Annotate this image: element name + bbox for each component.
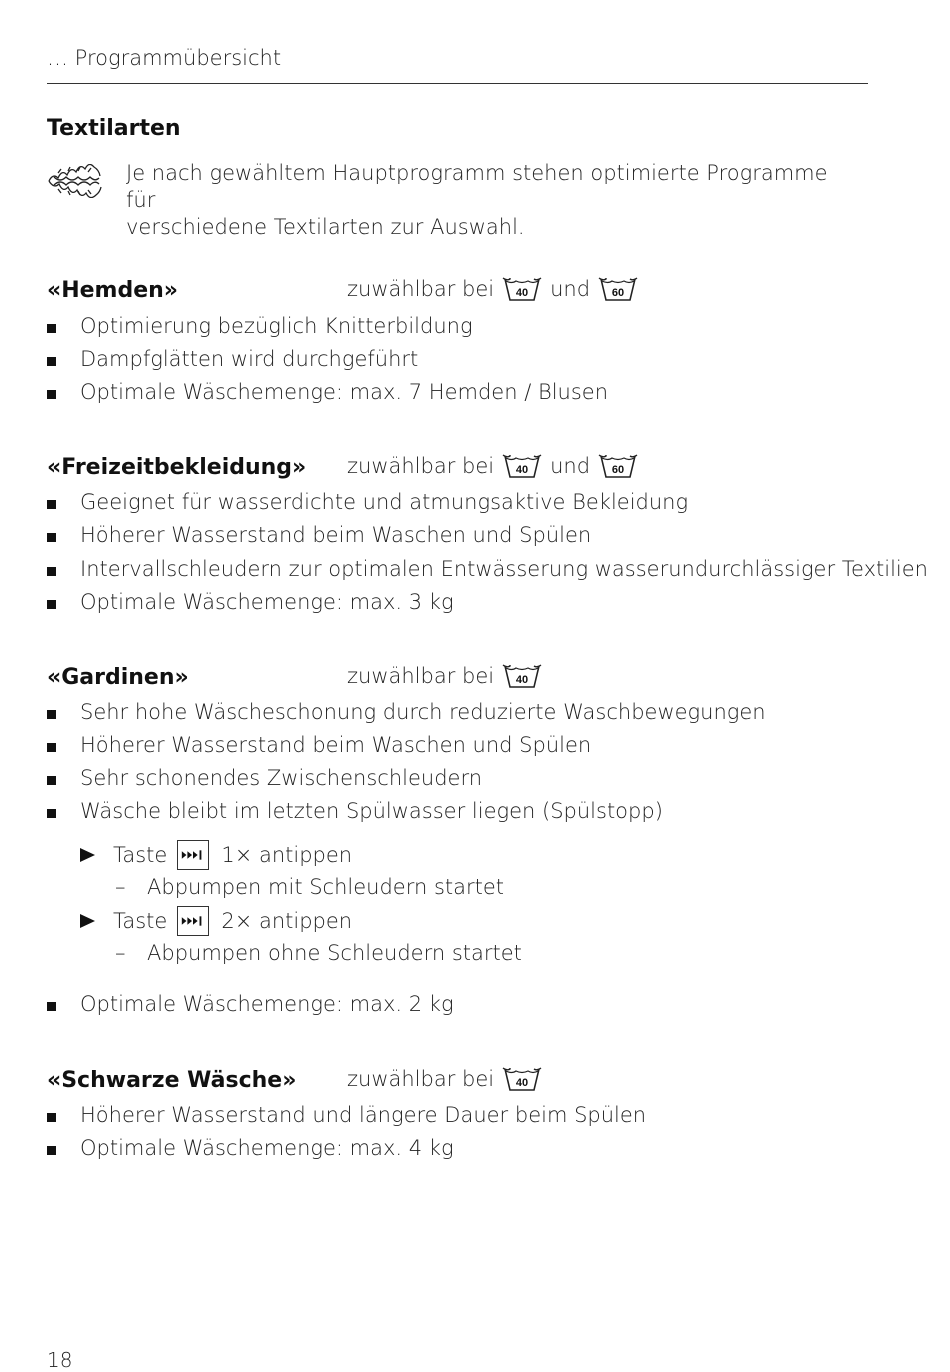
instruction-step [80,840,352,870]
availability-label: zuwählbar bei [347,454,495,478]
step-action: 2× antippen [221,909,353,933]
temp-label: 40 [516,674,529,686]
page-number: 18 [47,1348,73,1372]
temp-label: 40 [516,1077,529,1089]
page-header: … Programmübersicht [47,46,282,70]
temp-label: 60 [611,464,625,476]
intro-line: verschiedene Textilarten zur Auswahl. [126,215,525,239]
temp-label: 40 [516,464,529,476]
header-rule [47,83,868,84]
availability-freizeitbekleidung [347,453,646,479]
bullet-square [47,533,56,542]
wash-temp-40-icon [502,276,542,302]
skip-forward-key-icon [177,840,209,870]
program-title-gardinen: «Gardinen» [47,665,189,690]
bullet-square [47,500,56,509]
bullet-square [47,1002,56,1011]
bullet-square [47,390,56,399]
bullet-square [47,600,56,609]
availability-label: zuwählbar bei [347,664,495,688]
step-result: – Abpumpen mit Schleudern startet [115,875,505,899]
program-title-freizeitbekleidung: «Freizeitbekleidung» [47,455,307,480]
bullet-square [47,743,56,752]
availability-hemden [347,276,646,302]
temp-label: 40 [516,287,529,299]
textile-icon [46,164,104,198]
intro-text [126,160,846,241]
step-result: – Abpumpen ohne Schleudern startet [115,941,522,965]
bullet-square [47,710,56,719]
step-label: Taste [113,843,168,867]
wash-temp-40-icon [502,1066,542,1092]
availability-schwarze-waesche [347,1066,550,1092]
program-title-hemden: «Hemden» [47,278,179,303]
arrow-right-icon [80,914,95,928]
skip-forward-key-icon [177,906,209,936]
bullet-square [47,1113,56,1122]
arrow-right-icon [80,848,95,862]
step-label: Taste [113,909,168,933]
program-title-schwarze-waesche: «Schwarze Wäsche» [47,1068,297,1093]
wash-temp-40-icon [502,663,542,689]
bullet-square [47,776,56,785]
and-label: und [550,277,591,301]
bullet-square [47,1146,56,1155]
wash-temp-60-icon [598,276,638,302]
wash-temp-60-icon [598,453,638,479]
bullet-square [47,809,56,818]
section-title: Textilarten [47,116,181,141]
intro-line: Je nach gewähltem Hauptprogramm stehen optimierte Programme für [126,161,828,212]
and-label: und [550,454,591,478]
bullet-square [47,357,56,366]
instruction-step [80,906,352,936]
wash-temp-40-icon [502,453,542,479]
availability-gardinen [347,663,550,689]
bullet-square [47,324,56,333]
temp-label: 60 [611,287,625,299]
availability-label: zuwählbar bei [347,277,495,301]
step-action: 1× antippen [221,843,353,867]
availability-label: zuwählbar bei [347,1067,495,1091]
bullet-square [47,567,56,576]
